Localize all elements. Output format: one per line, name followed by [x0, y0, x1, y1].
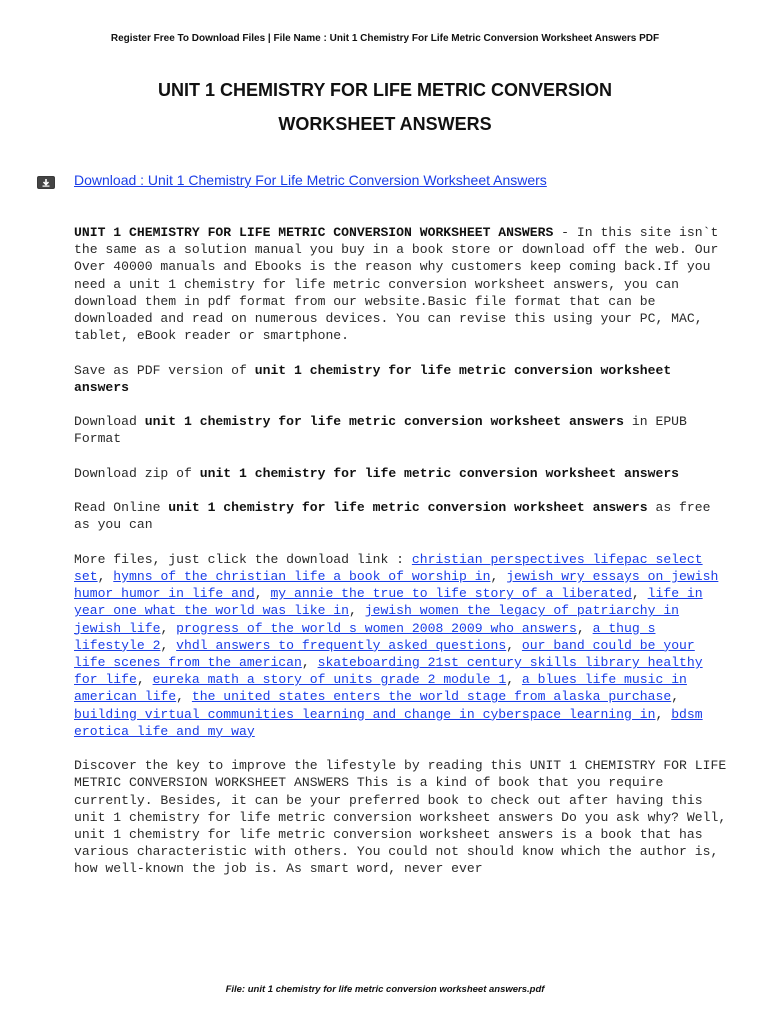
more-file-link[interactable]: a thug s lifestyle 2 — [74, 620, 656, 653]
header-note: Register Free To Download Files | File Name : Unit 1 Chemistry For Life Metric Conversion Worksheet Answers PDF — [110, 33, 660, 44]
more-file-link[interactable]: our band could be your life scenes from the american — [74, 637, 695, 670]
more-file-link[interactable]: eureka math a story of units grade 2 module 1 — [152, 672, 507, 688]
download-icon[interactable] — [37, 176, 55, 189]
intro-bold-title: UNIT 1 CHEMISTRY FOR LIFE METRIC CONVERSION WORKSHEET ANSWERS — [74, 225, 554, 240]
more-file-link[interactable]: the united states enters the world stage from alaska purchase — [191, 689, 672, 705]
epub-bold: unit 1 chemistry for life metric conversion worksheet answers — [144, 414, 625, 430]
more-file-link[interactable]: hymns of the christian life a book of worship in — [113, 568, 491, 584]
more-file-link[interactable]: a blues life music in american life — [74, 672, 687, 705]
intro-paragraph — [74, 224, 734, 344]
online-bold: unit 1 chemistry for life metric conversion worksheet answers — [168, 500, 648, 516]
download-link[interactable]: Download : Unit 1 Chemistry For Life Metric Conversion Worksheet Answers — [74, 172, 547, 188]
more-files-prefix: More files, just click the download link : — [74, 551, 412, 567]
save-pdf-prefix: Save as PDF version of — [74, 362, 255, 378]
online-prefix: Read Online — [74, 500, 169, 516]
more-file-link[interactable]: jewish women the legacy of patriarchy in jewish life — [74, 603, 680, 636]
more-file-link[interactable]: bdsm erotica life and my way — [74, 706, 703, 739]
online-suffix: as free as you can — [74, 500, 711, 533]
save-pdf-bold: unit 1 chemistry for life metric conversion worksheet answers — [74, 362, 672, 395]
more-file-link[interactable]: vhdl answers to frequently asked questions — [176, 637, 507, 653]
title-line-2: WORKSHEET ANSWERS — [278, 114, 492, 134]
more-file-link[interactable]: life in year one what the world was like in — [74, 586, 703, 619]
more-file-link[interactable]: progress of the world s women 2008 2009 who answers — [176, 620, 577, 636]
epub-paragraph — [74, 413, 734, 447]
title-line-1: UNIT 1 CHEMISTRY FOR LIFE METRIC CONVERSION — [157, 80, 613, 100]
more-file-link[interactable]: christian perspectives lifepac select set — [74, 551, 703, 584]
more-files-paragraph: More files, just click the download link : christian perspectives lifepac select set, hymns of the christian life a book of worship in, jewish wry essays on jewish humor humor in life and, my annie the true to life story of a liberated, life in year one what the world was like in, jewish women the legacy of patriarchy in jewish life, progress of the world s women 2008 2009 who answers, a thug s lifestyle 2, vhdl answers to frequently asked questions, our band could be your life scenes from the american, skateboarding 21st century skills library healthy for life, eureka math a story of units grade 2 module 1, a blues life music in american life, the united states enters the world stage from alaska purchase, building virtual communities learning and change in cyberspace learning in, bdsm erotica life and my way — [74, 551, 719, 739]
more-file-link[interactable]: jewish wry essays on jewish humor humor in life and — [74, 568, 719, 602]
save-pdf-paragraph — [74, 362, 734, 396]
document-body — [74, 224, 734, 895]
intro-text: - In this site isn`t the same as a solution manual you buy in a book store or download off the web. Our Over 40000 manuals and Ebooks is the reason why customers keep coming back.If you need a unit 1 chemistry for life metric conversion worksheet answers, you can download them in pdf format from our website.Basic file format that can be downloaded and read on numerous devices. You can revise this using your PC, MAC, tablet, eBook reader or smartphone. — [74, 225, 719, 344]
epub-suffix: in EPUB Format — [74, 414, 687, 447]
footer-note: File: unit 1 chemistry for life metric conversion worksheet answers.pdf — [225, 984, 545, 995]
online-paragraph — [74, 499, 734, 533]
more-file-link[interactable]: building virtual communities learning and change in cyberspace learning in — [74, 706, 656, 722]
more-file-link[interactable]: skateboarding 21st century skills library healthy for life — [74, 655, 703, 688]
epub-prefix: Download — [74, 414, 145, 430]
zip-paragraph — [74, 465, 734, 482]
zip-bold: unit 1 chemistry for life metric conversion worksheet answers — [199, 465, 680, 481]
more-file-link[interactable]: my annie the true to life story of a liberated — [270, 586, 632, 602]
discover-paragraph: Discover the key to improve the lifestyle by reading this UNIT 1 CHEMISTRY FOR LIFE METRIC CONVERSION WORKSHEET ANSWERS This is a kind of book that you require currently. Besides, it can be your preferred book to check out after having this unit 1 chemistry for life metric conversion worksheet answers Do you ask why? Well, unit 1 chemistry for life metric conversion worksheet answers is a book that has various characteristic with others. You could not should know which the author is, how well-known the job is. As smart word, never ever — [74, 758, 727, 877]
document-title — [40, 73, 730, 141]
zip-prefix: Download zip of — [74, 465, 200, 481]
